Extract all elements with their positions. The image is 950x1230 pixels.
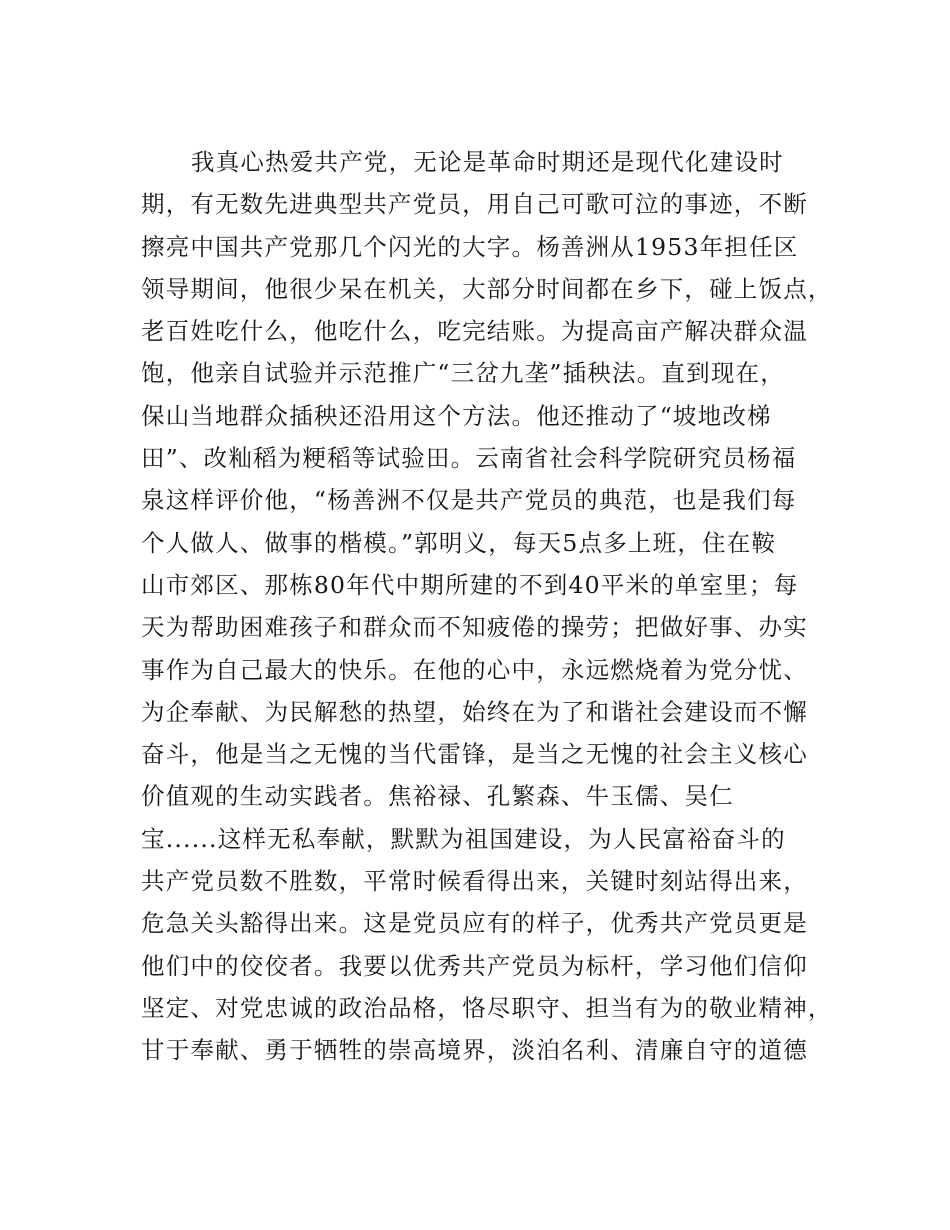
text-line: 他们中的佼佼者。我要以优秀共产党员为标杆，学习他们信仰 bbox=[141, 951, 808, 980]
text-line: 价值观的生动实践者。焦裕禄、孔繁森、牛玉儒、吴仁 bbox=[141, 782, 734, 811]
text-line: 山市郊区、那栋80年代中期所建的不到40平米的单室里；每 bbox=[141, 570, 799, 599]
text-line: 领导期间，他很少呆在机关，大部分时间都在乡下，碰上饭点， bbox=[141, 274, 833, 303]
text-line: 保山当地群众插秧还沿用这个方法。他还推动了“坡地改梯 bbox=[141, 401, 772, 430]
text-line: 泉这样评价他，“杨善洲不仅是共产党员的典范，也是我们每 bbox=[141, 486, 797, 515]
text-line: 老百姓吃什么，他吃什么，吃完结账。为提高亩产解决群众温 bbox=[141, 317, 808, 346]
text-line: 我真心热爱共产党，无论是革命时期还是现代化建设时 bbox=[191, 148, 784, 176]
text-line: 危急关头豁得出来。这是党员应有的样子，优秀共产党员更是 bbox=[141, 909, 808, 938]
text-line: 事作为自己最大的快乐。在他的心中，永远燃烧着为党分忧、 bbox=[141, 655, 808, 684]
text-line: 期，有无数先进典型共产党员，用自己可歌可泣的事迹，不断 bbox=[141, 190, 808, 219]
text-line: 田”、改籼稻为粳稻等试验田。云南省社会科学院研究员杨福 bbox=[141, 444, 797, 473]
text-line: 共产党员数不胜数，平常时候看得出来，关键时刻站得出来， bbox=[141, 867, 808, 896]
text-line: 天为帮助困难孩子和群众而不知疲倦的操劳；把做好事、办实 bbox=[141, 613, 808, 642]
text-line: 奋斗，他是当之无愧的当代雷锋，是当之无愧的社会主义核心 bbox=[141, 740, 808, 769]
text-line: 擦亮中国共产党那几个闪光的大字。杨善洲从1953年担任区 bbox=[141, 232, 799, 261]
text-line: 个人做人、做事的楷模。”郭明义，每天5点多上班，住在鞍 bbox=[141, 528, 777, 557]
text-line: 饱，他亲自试验并示范推广“三岔九垄”插秧法。直到现在， bbox=[141, 359, 785, 388]
body-paragraph bbox=[141, 141, 833, 1072]
text-line: 坚定、对党忠诚的政治品格，恪尽职守、担当有为的敬业精神， bbox=[141, 993, 833, 1022]
text-line: 宝......这样无私奉献，默默为祖国建设，为人民富裕奋斗的 bbox=[141, 824, 786, 853]
text-line: 为企奉献、为民解愁的热望，始终在为了和谐社会建设而不懈 bbox=[141, 697, 808, 726]
text-line: 甘于奉献、勇于牺牲的崇高境界，淡泊名利、清廉自守的道德 bbox=[141, 1036, 808, 1065]
